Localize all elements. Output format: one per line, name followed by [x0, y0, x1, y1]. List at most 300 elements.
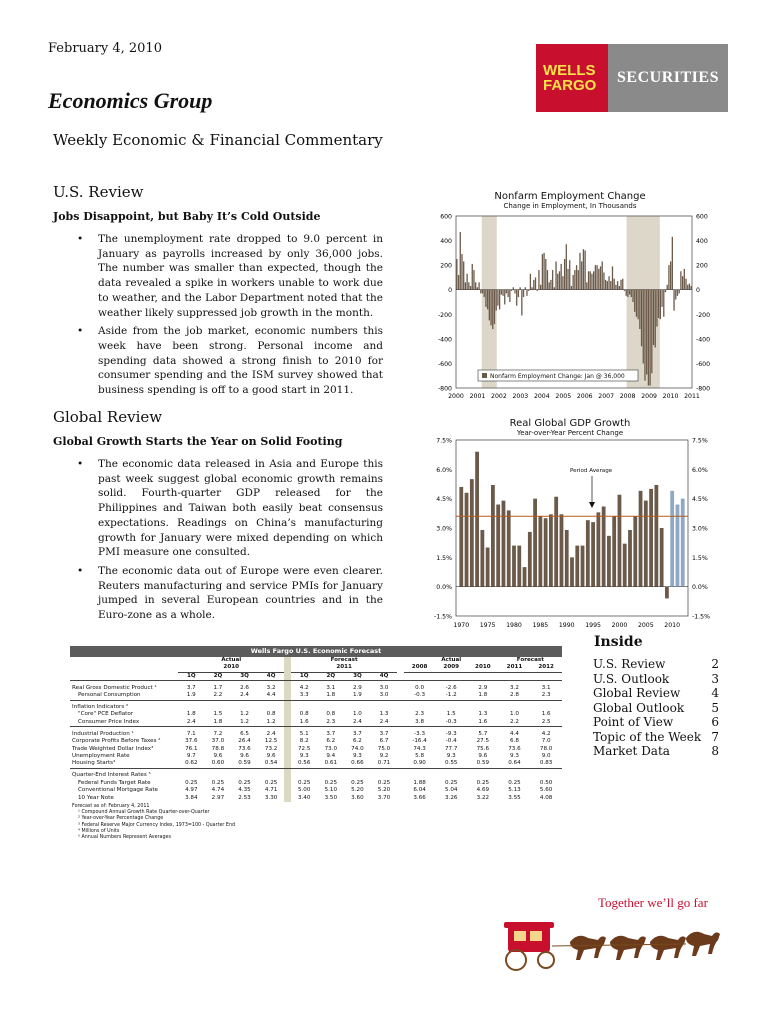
quarter-header-row [70, 672, 562, 680]
employment-bar [634, 290, 635, 312]
year-header: 2011 [499, 664, 531, 672]
value-cell: 4.74 [211, 787, 225, 794]
y-tick-left: 7.5% [436, 437, 452, 445]
forecast-grid [70, 657, 562, 802]
employment-bar [472, 264, 473, 290]
employment-bar [595, 265, 596, 290]
value-cell: 4.69 [476, 787, 490, 794]
employment-bar [656, 290, 657, 327]
inside-contents [593, 657, 719, 759]
value-cell: 37.0 [211, 738, 225, 745]
gdp-bar [560, 514, 564, 586]
value-cell: 2.9 [478, 684, 488, 691]
value-cell: 1.9 [186, 692, 196, 699]
value-cell: 9.0 [541, 752, 551, 759]
employment-bar [593, 271, 594, 289]
header-label-cell [70, 664, 178, 672]
header-label-cell [70, 672, 178, 680]
blank-cell [258, 772, 285, 779]
y-tick-left: -1.5% [434, 613, 452, 621]
gdp-forecast-bar [670, 491, 674, 587]
employment-bar [562, 276, 563, 290]
y-tick-left: 3.0% [436, 525, 452, 533]
value-cell: 0.66 [351, 760, 364, 767]
chart-title: Nonfarm Employment Change [494, 191, 646, 202]
value-cell: 12.5 [264, 738, 278, 745]
value-cell: 2.6 [240, 684, 249, 691]
value-cell: 4.2 [299, 684, 309, 691]
value-cell: 9.7 [186, 752, 196, 759]
y-tick-left: 600 [440, 213, 452, 221]
employment-bar [543, 253, 544, 290]
employment-bar [658, 290, 659, 318]
gdp-bar [533, 499, 537, 587]
employment-bar [668, 265, 669, 290]
gdp-forecast-bar [681, 499, 685, 587]
employment-bar [579, 253, 580, 290]
quarter-header: 4Q [258, 672, 285, 680]
employment-bar [550, 280, 551, 290]
employment-bar [643, 290, 644, 364]
inside-item-label: Point of View [593, 715, 674, 729]
x-tick: 2000 [448, 393, 464, 400]
employment-bar [590, 271, 591, 289]
value-cell: 0.25 [444, 779, 458, 786]
employment-bar [619, 286, 620, 290]
employment-bar [624, 290, 625, 291]
x-tick: 2007 [598, 393, 615, 400]
employment-bar [567, 269, 568, 290]
value-cell: 0.61 [324, 760, 338, 767]
inside-item[interactable] [593, 672, 719, 687]
value-cell: 75.6 [476, 745, 490, 752]
employment-bar [518, 290, 519, 297]
blank-cell [499, 704, 531, 711]
value-cell: 9.3 [299, 752, 309, 759]
value-cell: 1.88 [413, 779, 426, 786]
x-tick: 2000 [611, 622, 628, 629]
blank-cell [371, 704, 398, 711]
employment-bar [496, 290, 497, 311]
table-row [70, 787, 562, 794]
value-cell: 5.1 [299, 730, 309, 737]
y-tick-right: 3.0% [692, 525, 708, 533]
value-cell: 9.3 [510, 752, 519, 759]
blank-cell [344, 772, 371, 779]
employment-bar [490, 290, 491, 326]
row-label: Housing Starts⁴ [72, 760, 116, 767]
employment-bar [484, 290, 485, 297]
logo-securities: SECURITIES [608, 44, 728, 112]
row-label: Industrial Production ¹ [72, 730, 134, 737]
employment-bar [566, 244, 567, 289]
value-cell: 2.53 [238, 794, 251, 801]
y-tick-left: 4.5% [436, 496, 452, 504]
global-review-subheading: Global Growth Starts the Year on Solid Footing [53, 435, 343, 448]
gdp-bar [502, 501, 506, 587]
value-cell: 6.5 [240, 730, 249, 737]
value-cell: -0.3 [445, 718, 457, 725]
economic-forecast-table [70, 646, 562, 841]
value-cell: 0.64 [508, 760, 521, 767]
value-cell: 0.25 [211, 779, 225, 786]
quarter-header: 2Q [318, 672, 345, 680]
us-review-subheading: Jobs Disappoint, but Baby It’s Cold Outside [53, 210, 321, 223]
value-cell: 9.3 [352, 752, 362, 759]
value-cell: 2.4 [240, 692, 249, 699]
employment-bar [473, 270, 474, 290]
period-average-label: Period Average [570, 468, 613, 474]
employment-bar [530, 274, 531, 290]
gdp-bar [565, 530, 569, 587]
y-tick-right: -600 [696, 360, 711, 368]
value-cell: 2.4 [379, 718, 389, 725]
row-label: Corporate Profits Before Taxes ² [72, 738, 161, 745]
value-cell: 2.3 [326, 718, 336, 725]
inside-item-page: 3 [711, 671, 719, 686]
employment-bar [460, 232, 461, 290]
gdp-bar [523, 567, 527, 587]
group-header-actual-q: Actual [221, 657, 242, 663]
value-cell: 3.2 [510, 684, 519, 691]
gdp-forecast-bar [676, 505, 680, 587]
employment-bar [523, 290, 524, 297]
group-title: Economics Group [48, 88, 213, 113]
blank-cell [344, 704, 371, 711]
employment-bar [651, 290, 652, 374]
table-row [70, 753, 562, 760]
inside-heading: Inside [594, 634, 643, 650]
table-row [70, 692, 562, 700]
footnote: ¹ Compound Annual Growth Rate Quarter-over-Quarter [78, 810, 210, 816]
inside-item-page: 8 [711, 744, 719, 758]
value-cell: 9.6 [478, 752, 488, 759]
value-cell: 4.71 [264, 787, 278, 794]
employment-bar [509, 290, 510, 302]
employment-bar [622, 279, 623, 290]
inside-item[interactable] [593, 686, 719, 701]
employment-bar [555, 261, 556, 289]
y-tick-left: -800 [437, 385, 452, 393]
year-header-row [70, 664, 562, 672]
employment-bar [572, 275, 573, 290]
value-cell: 0.25 [377, 779, 391, 786]
value-cell: 0.8 [266, 711, 276, 718]
blank-cell [530, 704, 562, 711]
gdp-bar [612, 516, 616, 586]
employment-bar [466, 274, 467, 290]
gdp-bar [607, 536, 611, 587]
y-tick-right: 0 [696, 287, 700, 295]
employment-bar [631, 290, 632, 297]
inside-item[interactable] [593, 701, 719, 716]
employment-bar [588, 271, 589, 289]
value-cell: 0.8 [299, 711, 309, 718]
y-tick-right: 400 [696, 238, 708, 246]
value-cell: 3.7 [326, 730, 336, 737]
employment-bar [564, 259, 565, 290]
gdp-bar [644, 501, 648, 587]
employment-bar [641, 290, 642, 347]
row-label: Trade Weighted Dollar Index³ [72, 745, 154, 752]
employment-bar [511, 290, 512, 291]
year-header: 2010 [178, 664, 284, 672]
y-tick-left: 400 [440, 238, 452, 246]
gdp-bar [475, 452, 479, 587]
gdp-bar [544, 518, 548, 586]
employment-bar [639, 290, 640, 329]
row-label: Real Gross Domestic Product ¹ [72, 684, 157, 691]
employment-bar [689, 284, 690, 290]
header-label-cell [70, 657, 178, 664]
inside-item-page: 5 [711, 700, 719, 715]
employment-bar [574, 270, 575, 290]
section-title: Inflation Indicators ² [72, 704, 129, 711]
value-cell: 0.8 [326, 711, 336, 718]
value-cell: 5.00 [297, 787, 311, 794]
quarter-header: 4Q [371, 672, 398, 680]
employment-bar [617, 281, 618, 290]
gdp-chart-header [420, 418, 720, 437]
value-cell: 0.54 [264, 760, 278, 767]
gdp-bar [554, 497, 558, 587]
inside-item-page: 4 [711, 686, 719, 700]
y-tick-right: 1.5% [692, 554, 708, 562]
inside-item-label: U.S. Review [593, 657, 666, 671]
value-cell: -16.4 [412, 738, 427, 745]
value-cell: 5.10 [324, 787, 338, 794]
gdp-bar [538, 516, 542, 586]
employment-bar [685, 279, 686, 290]
quarter-header: 3Q [231, 672, 258, 680]
x-tick: 2011 [684, 393, 700, 400]
employment-bar [514, 290, 515, 294]
value-cell: 3.7 [379, 730, 389, 737]
chart-title: Real Global GDP Growth [509, 418, 631, 429]
value-cell: 2.3 [415, 711, 425, 718]
value-cell: 1.2 [240, 718, 249, 725]
footnote: Forecast as of: February 4, 2011 [72, 803, 150, 809]
forecast-footnotes [70, 804, 562, 841]
table-row [70, 711, 562, 718]
value-cell: 9.6 [240, 752, 249, 759]
value-cell: 1.9 [352, 692, 362, 699]
value-cell: 6.2 [326, 738, 336, 745]
employment-bar [487, 290, 488, 310]
value-cell: 4.97 [185, 787, 198, 794]
x-tick: 2008 [619, 393, 636, 400]
employment-bar [679, 290, 680, 294]
value-cell: 1.8 [213, 718, 223, 725]
employment-bar [538, 270, 539, 290]
quarter-header: 1Q [178, 672, 205, 680]
value-cell: 2.2 [510, 718, 519, 725]
value-cell: 1.8 [326, 692, 336, 699]
value-cell: 8.2 [299, 738, 309, 745]
table-row [70, 719, 562, 727]
gdp-bar [496, 505, 500, 587]
value-cell: 5.8 [415, 752, 425, 759]
gdp-bar [602, 506, 606, 586]
y-tick-left: -200 [437, 311, 452, 319]
value-cell: 6.8 [510, 738, 519, 745]
inside-item[interactable] [593, 657, 719, 672]
gdp-bar [480, 530, 484, 587]
gdp-bar [570, 557, 574, 586]
footnote: ² Year-over-Year Percentage Change [78, 816, 164, 822]
employment-bar [465, 282, 466, 289]
gdp-bar [528, 532, 532, 587]
gdp-bar [639, 491, 643, 587]
group-header-row [70, 657, 562, 664]
employment-bar [612, 266, 613, 289]
group-header-forecast-q: Forecast [330, 657, 358, 663]
blank-cell [178, 704, 205, 711]
report-title: Weekly Economic & Financial Commentary [53, 131, 383, 149]
employment-bar [670, 261, 671, 289]
employment-bar [684, 269, 685, 290]
y-tick-right: 0.0% [692, 584, 708, 592]
value-cell: 3.8 [415, 718, 425, 725]
value-cell: 9.3 [446, 752, 456, 759]
value-cell: 26.4 [238, 738, 251, 745]
value-cell: 0.25 [324, 779, 338, 786]
employment-bar [456, 259, 457, 290]
x-tick: 2005 [637, 622, 654, 629]
gdp-bar [470, 479, 474, 587]
plot-frame [456, 440, 688, 616]
employment-bar [497, 290, 498, 306]
y-tick-right: 7.5% [692, 437, 708, 445]
row-label: Conventional Mortgage Rate [78, 787, 158, 794]
row-label: Consumer Price Index [78, 718, 140, 725]
row-label: 10 Year Note [78, 794, 114, 801]
employment-bar [576, 265, 577, 290]
y-tick-left: 0 [448, 287, 452, 295]
employment-bar [627, 290, 628, 297]
gdp-bar [660, 528, 664, 587]
employment-bar [673, 290, 674, 311]
value-cell: 2.4 [352, 718, 362, 725]
y-tick-left: -600 [437, 360, 452, 368]
employment-bar [614, 279, 615, 290]
value-cell: 0.25 [238, 779, 251, 786]
employment-bar [578, 270, 579, 290]
employment-bar [629, 290, 630, 295]
employment-bar [675, 290, 676, 300]
employment-bar [602, 261, 603, 289]
employment-bar [470, 286, 471, 290]
value-cell: 1.8 [478, 692, 488, 699]
y-tick-left: 0.0% [436, 584, 452, 592]
employment-bar [615, 285, 616, 290]
gdp-bar [654, 485, 658, 587]
value-cell: 0.0 [415, 684, 425, 691]
inside-item-label: Global Review [593, 686, 681, 700]
employment-bar [603, 273, 604, 290]
employment-bar [478, 282, 479, 289]
gdp-bar [618, 495, 622, 587]
bullet-item: • The economic data released in Asia and Europe this past week suggest global economic growth remains solid. Fourth-quarter GDP released for the Philippines and Taiwan both easily beat consensus expectations. Readings on China’s manufacturing growth for January were mixed depending on which PMI measure one consulted. [53, 457, 383, 560]
blank-cell [435, 704, 467, 711]
year-header: 2010 [467, 664, 499, 672]
nonfarm-employment-chart [420, 210, 720, 406]
employment-bar [672, 237, 673, 290]
y-tick-left: 6.0% [436, 466, 452, 474]
quarter-header: 1Q [291, 672, 318, 680]
employment-bar [463, 261, 464, 289]
value-cell: -1.2 [445, 692, 457, 699]
value-cell: 7.2 [213, 730, 223, 737]
value-cell: -9.3 [445, 730, 457, 737]
blank-cell [499, 772, 531, 779]
value-cell: 75.0 [377, 745, 391, 752]
value-cell: 78.0 [539, 745, 553, 752]
employment-bar [605, 280, 606, 290]
gdp-bar [591, 522, 595, 587]
employment-bar [519, 287, 520, 289]
employment-bar [468, 282, 469, 289]
blank-cell [404, 672, 436, 680]
inside-item[interactable] [593, 730, 719, 745]
value-cell: 3.40 [297, 794, 311, 801]
blank-cell [291, 704, 318, 711]
value-cell: -2.6 [445, 684, 457, 691]
y-tick-right: 600 [696, 213, 708, 221]
value-cell: 2.97 [211, 794, 225, 801]
stagecoach-illustration [500, 912, 722, 976]
blank-cell [530, 672, 562, 680]
inside-item[interactable] [593, 744, 719, 759]
value-cell: 2.5 [541, 718, 551, 725]
employment-bar [531, 287, 532, 289]
value-cell: 74.3 [413, 745, 426, 752]
gdp-bar [507, 510, 511, 586]
blank-cell [291, 772, 318, 779]
value-cell: 4.2 [541, 730, 551, 737]
value-cell: 72.5 [297, 745, 311, 752]
value-cell: 73.6 [238, 745, 251, 752]
inside-item[interactable] [593, 715, 719, 730]
row-label: Federal Funds Target Rate [78, 779, 151, 786]
y-tick-right: 6.0% [692, 466, 708, 474]
value-cell: 0.25 [508, 779, 521, 786]
employment-bar [461, 254, 462, 290]
employment-bar [508, 290, 509, 297]
gdp-bar [517, 546, 521, 587]
value-cell: 2.4 [266, 730, 276, 737]
year-header: 2009 [435, 664, 467, 672]
employment-bar [667, 285, 668, 290]
report-date: February 4, 2010 [48, 41, 162, 56]
employment-bar [547, 270, 548, 290]
us-review-bullets [53, 232, 383, 402]
employment-bar [591, 274, 592, 290]
bullet-item: • The economic data out of Europe were even clearer. Reuters manufacturing and service PMIs for January jumped in several European countries and in the Euro-zone as a whole. [53, 564, 383, 623]
x-tick: 1990 [558, 622, 575, 629]
value-cell: 1.5 [213, 711, 223, 718]
group-header-actual-a: Actual [441, 657, 462, 663]
value-cell: 1.3 [478, 711, 488, 718]
employment-bar [690, 286, 691, 290]
value-cell: 3.30 [264, 794, 278, 801]
employment-bar [554, 287, 555, 289]
gdp-bar [623, 544, 627, 587]
gdp-bar [491, 485, 495, 587]
employment-bar [607, 281, 608, 290]
value-cell: 2.8 [510, 692, 519, 699]
employment-bar [525, 287, 526, 289]
